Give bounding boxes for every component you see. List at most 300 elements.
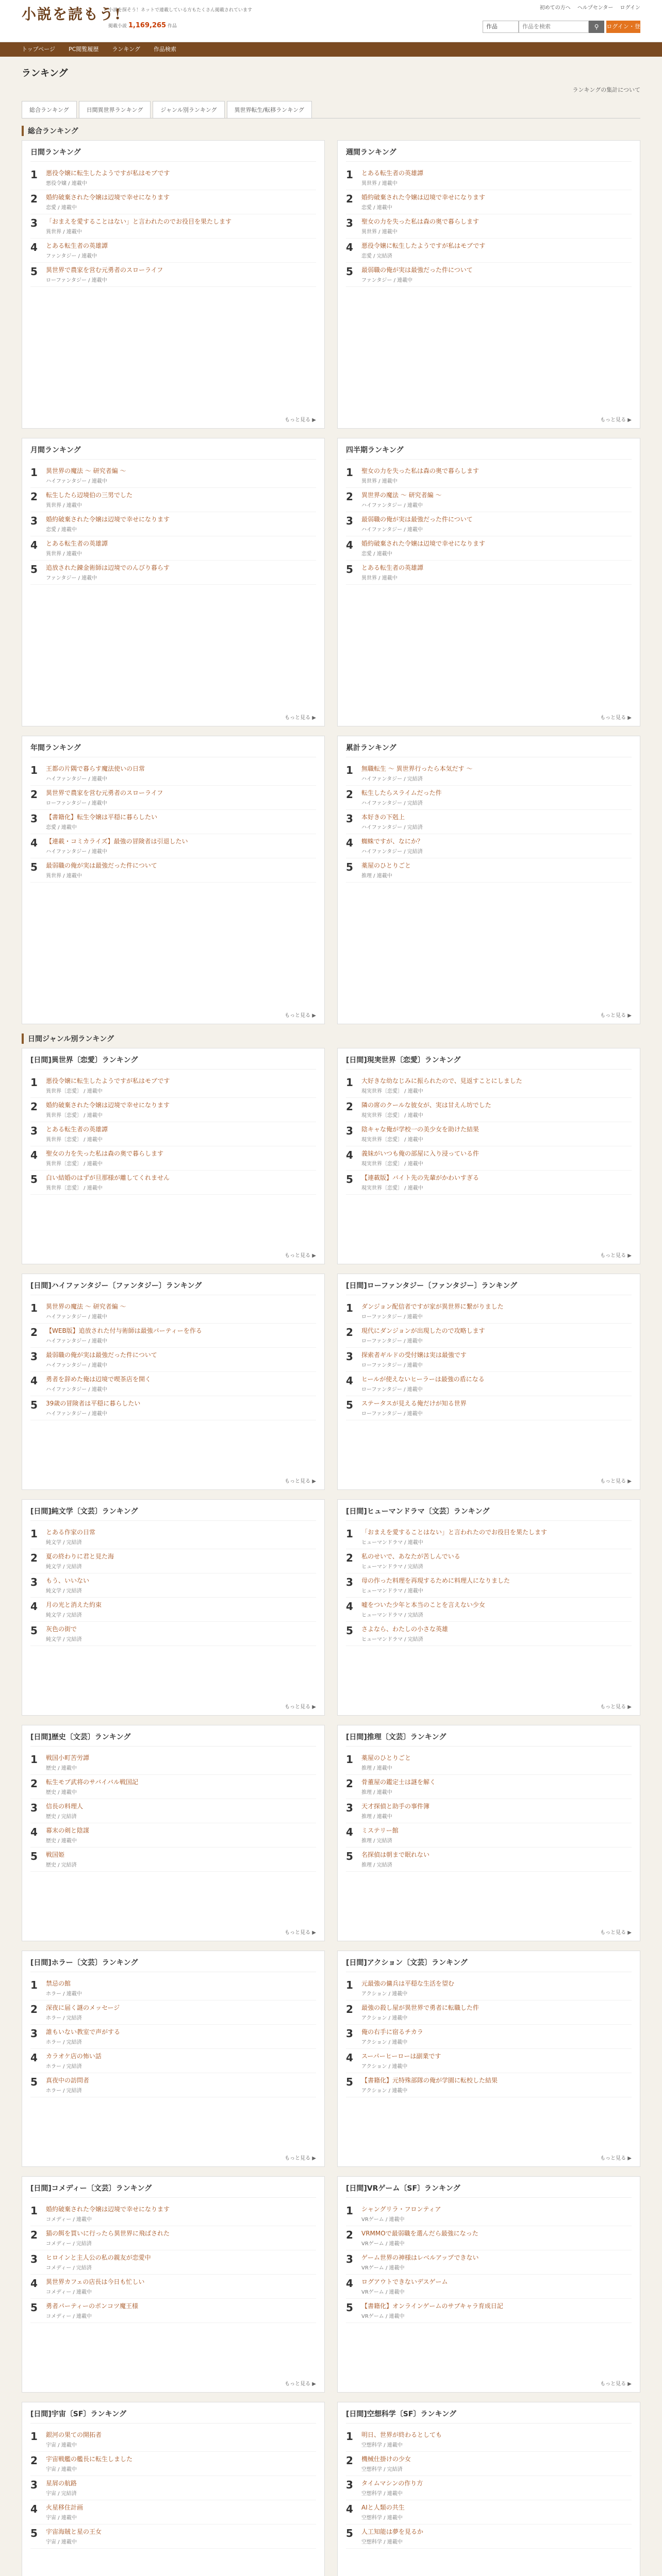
ranking-tab[interactable]: 日間異世界ランキング (79, 101, 151, 118)
novel-title[interactable]: 聖女の力を失った私は森の奥で暮らします (361, 218, 479, 225)
novel-title[interactable]: 信長の料理人 (46, 1803, 84, 1810)
novel-title[interactable]: 私のせいで、あなたが苦しんでいる (361, 1553, 460, 1560)
novel-title[interactable]: とある転生者の英雄譚 (361, 170, 424, 177)
novel-title[interactable]: ログアウトできないデスゲーム (361, 2278, 448, 2285)
rank-number: 2 (30, 1326, 38, 1338)
list-item[interactable] (346, 2250, 632, 2275)
item-body (46, 539, 316, 557)
rank-number: 1 (346, 1979, 353, 1991)
list-item[interactable] (30, 810, 316, 834)
novel-title[interactable]: 【WEB版】追放された付与術師は最強パーティーを作る (46, 1327, 202, 1334)
ranking-card (337, 1048, 640, 1264)
novel-meta: 現実世界〔恋愛〕 / 連載中 (361, 1185, 423, 1191)
rank-number: 3 (346, 2253, 353, 2265)
help-link[interactable]: ヘルプセンター (577, 5, 614, 11)
list-item[interactable] (30, 1976, 316, 2001)
novel-meta: ハイファンタジー / 連載中 (46, 1338, 107, 1344)
more-link[interactable]: もっと見る ▶ (285, 417, 316, 423)
rank-number: 2 (346, 1777, 353, 1790)
list-item[interactable] (30, 786, 316, 810)
novel-title[interactable]: 婚約破棄された令嬢は辺境で幸せになります (361, 194, 486, 201)
novel-meta: ハイファンタジー / 完結済 (361, 825, 423, 831)
list-item[interactable] (30, 561, 316, 585)
list-item[interactable] (346, 536, 632, 561)
list-item[interactable] (346, 1396, 632, 1420)
item-body (46, 1125, 316, 1143)
list-item[interactable] (30, 464, 316, 488)
more-link[interactable]: もっと見る ▶ (285, 1013, 316, 1019)
ranking-list (30, 464, 316, 710)
rank-number: 4 (30, 1149, 38, 1161)
list-item[interactable] (30, 1549, 316, 1573)
rank-number: 2 (346, 2454, 353, 2467)
novel-title[interactable]: 母の作った料理を再現するために料理人になりました (361, 1577, 510, 1584)
novel-title[interactable]: 現代にダンジョンが出現したので攻略します (361, 1327, 485, 1334)
novel-title[interactable]: 聖女の力を失った私は森の奥で暮らします (46, 1150, 164, 1157)
list-item[interactable] (346, 1074, 632, 1098)
list-item[interactable] (30, 1751, 316, 1775)
novel-title[interactable]: 【連載・コミカライズ】最強の冒険者は引退したい (46, 838, 188, 845)
list-item[interactable] (346, 1122, 632, 1146)
list-item[interactable] (30, 239, 316, 263)
novel-title[interactable]: とある転生者の英雄譚 (361, 564, 424, 571)
novel-title[interactable]: 戦国姫 (46, 1851, 65, 1858)
more-link[interactable]: もっと見る ▶ (600, 2156, 632, 2161)
search-type-select[interactable]: 作品 (483, 21, 519, 33)
novel-title[interactable]: 明日、世界が終わるとしても (361, 2431, 442, 2438)
item-body (361, 2253, 632, 2271)
list-item[interactable] (30, 1074, 316, 1098)
list-item[interactable] (30, 1348, 316, 1372)
novel-title[interactable]: 銀河の果ての開拓者 (46, 2431, 102, 2438)
novel-title[interactable]: 薬屋のひとりごと (361, 1754, 411, 1761)
novel-title[interactable]: 機械仕掛けの少女 (361, 2455, 411, 2463)
list-item[interactable] (30, 1299, 316, 1324)
novel-title[interactable]: とある転生者の英雄譚 (46, 540, 108, 547)
novel-title[interactable]: ゲーム世界の神様はレベルアップできない (361, 2254, 479, 2261)
rank-number: 2 (30, 1552, 38, 1564)
list-item[interactable] (346, 2049, 632, 2073)
more-link[interactable]: もっと見る ▶ (600, 2381, 632, 2387)
list-item[interactable] (346, 1525, 632, 1549)
novel-title[interactable]: 婚約破棄された令嬢は辺境で幸せになります (46, 194, 170, 201)
novel-title[interactable]: 【連載版】バイト先の先輩がかわいすぎる (361, 1174, 479, 1181)
more-link[interactable]: もっと見る ▶ (600, 1253, 632, 1259)
novel-title[interactable]: 「おまえを愛することはない」と言われたのでお役目を果たします (46, 218, 232, 225)
list-item[interactable] (346, 1549, 632, 1573)
list-item[interactable] (30, 1823, 316, 1848)
item-body (46, 1802, 316, 1820)
item-body (46, 2004, 316, 2021)
more-link[interactable]: もっと見る ▶ (600, 715, 632, 721)
ranking-card (337, 736, 640, 1024)
list-item[interactable] (30, 1598, 316, 1622)
list-item[interactable] (30, 1122, 316, 1146)
novel-title[interactable]: とある転生者の英雄譚 (46, 1126, 108, 1133)
ranking-card (337, 1274, 640, 1490)
list-item[interactable] (346, 1372, 632, 1396)
novel-title[interactable]: 最弱職の俺が実は最強だった件について (361, 516, 473, 523)
novel-title[interactable]: さよなら、わたしの小さな英雄 (361, 1625, 449, 1633)
novel-title[interactable]: 大好きな幼なじみに振られたので、見返すことにしました (361, 1077, 522, 1084)
novel-title[interactable]: タイムマシンの作り方 (361, 2480, 423, 2487)
nav-item[interactable]: トップページ (22, 46, 56, 53)
novel-title[interactable]: とある作家の日常 (46, 1529, 96, 1536)
novel-meta: コメディー / 連載中 (46, 2290, 92, 2295)
novel-title[interactable]: 最弱職の俺が実は最強だった件について (361, 266, 473, 274)
novel-title[interactable]: 誰もいない教室で声がする (46, 2028, 121, 2036)
novel-title[interactable]: ステータスが見える俺だけが知る世界 (361, 1400, 467, 1407)
novel-meta: 空想科学 / 連載中 (361, 2539, 403, 2545)
novel-title[interactable]: スーパーヒーローは副業です (361, 2053, 441, 2060)
ranking-about-link[interactable]: ランキングの集計について (572, 87, 640, 93)
more-link[interactable]: もっと見る ▶ (285, 1704, 316, 1710)
novel-title[interactable]: 異世界の魔法 ～ 研究者編 ～ (46, 1303, 126, 1310)
list-item[interactable] (30, 263, 316, 287)
novel-title[interactable]: ヒロインと主人公の私の親友が恋愛中 (46, 2254, 151, 2261)
novel-title[interactable]: 王都の片隅で暮らす魔法使いの日常 (46, 765, 145, 772)
novel-title[interactable]: 勇者パーティーのポンコツ魔王様 (46, 2302, 139, 2310)
ranking-card (22, 736, 325, 1024)
novel-title[interactable]: ミステリー館 (361, 1827, 399, 1834)
more-link[interactable]: もっと見る ▶ (285, 1930, 316, 1936)
list-item[interactable] (346, 214, 632, 239)
list-item[interactable] (30, 190, 316, 214)
rank-number: 3 (30, 2027, 38, 2040)
list-item[interactable] (346, 2275, 632, 2299)
list-item[interactable] (346, 1775, 632, 1799)
rank-number: 5 (346, 1399, 353, 1411)
list-item[interactable] (30, 2500, 316, 2524)
ranking-list (346, 1751, 632, 1925)
list-item[interactable] (30, 1775, 316, 1799)
list-item[interactable] (346, 464, 632, 488)
novel-meta: ヒューマンドラマ / 完結済 (361, 1564, 423, 1570)
novel-title[interactable]: 名探偵は朝まで眠れない (361, 1851, 430, 1858)
site-logo[interactable]: 小説を読もう! (22, 6, 122, 23)
list-item[interactable] (346, 2299, 632, 2323)
rank-number: 5 (30, 265, 38, 278)
novel-title[interactable]: 婚約破棄された令嬢は辺境で幸せになります (46, 516, 170, 523)
list-item[interactable] (30, 2275, 316, 2299)
novel-title[interactable]: 異世界の魔法 ～ 研究者編 ～ (46, 467, 126, 474)
nav-item[interactable]: 作品検索 (154, 46, 177, 53)
ranking-tab[interactable]: 総合ランキング (22, 101, 77, 118)
novel-title[interactable]: 戦国小町苦労譚 (46, 1754, 90, 1761)
item-body (361, 2503, 632, 2521)
list-item[interactable] (346, 1324, 632, 1348)
rank-number: 1 (30, 1302, 38, 1314)
novel-title[interactable]: 嘘をついた少年と本当のことを言えない少女 (361, 1601, 486, 1608)
novel-meta: ハイファンタジー / 連載中 (46, 1314, 107, 1320)
novel-title[interactable]: 星屑の航路 (46, 2480, 77, 2487)
novel-title[interactable]: 隣の席のクールな彼女が、実は甘えん坊でした (361, 1101, 491, 1109)
novel-title[interactable]: 「おまえを愛することはない」と言われたのでお役目を果たします (361, 1529, 548, 1536)
more-link[interactable]: もっと見る ▶ (285, 1253, 316, 1259)
novel-title[interactable]: 薬屋のひとりごと (361, 862, 411, 869)
list-item[interactable] (346, 1799, 632, 1823)
list-item[interactable] (346, 2226, 632, 2250)
novel-title[interactable]: 真夜中の訪問者 (46, 2077, 90, 2084)
novel-title[interactable]: 白い結婚のはずが旦那様が離してくれません (46, 1174, 170, 1181)
list-item[interactable] (30, 2025, 316, 2049)
novel-title[interactable]: 婚約破棄された令嬢は辺境で幸せになります (46, 2206, 170, 2213)
list-item[interactable] (346, 858, 632, 883)
list-item[interactable] (346, 1848, 632, 1872)
list-item[interactable] (346, 761, 632, 786)
novel-title[interactable]: 猫の餌を買いに行ったら異世界に飛ばされた (46, 2230, 170, 2237)
novel-meta: ヒューマンドラマ / 完結済 (361, 1613, 423, 1618)
beginner-link[interactable]: 初めての方へ (539, 5, 571, 11)
list-item[interactable] (346, 2452, 632, 2476)
novel-title[interactable]: 39歳の冒険者は平穏に暮らしたい (46, 1400, 141, 1407)
novel-title[interactable]: 禁忌の館 (46, 1980, 71, 1987)
list-item[interactable] (30, 1324, 316, 1348)
list-item[interactable] (30, 2226, 316, 2250)
list-item[interactable] (346, 512, 632, 536)
novel-title[interactable]: 追放された錬金術師は辺境でのんびり暮らす (46, 564, 170, 571)
novel-title[interactable]: ヒールが使えないヒーラーは最強の盾になる (361, 1376, 485, 1383)
list-item[interactable] (346, 2025, 632, 2049)
list-item[interactable] (30, 858, 316, 883)
novel-title[interactable]: 異世界で農家を営む元勇者のスローライフ (46, 266, 163, 274)
more-link[interactable]: もっと見る ▶ (285, 2156, 316, 2161)
item-body (361, 1802, 632, 1820)
list-item[interactable] (30, 536, 316, 561)
ranking-card-title: [日間]ハイファンタジー〔ファンタジー〕ランキング (30, 1280, 316, 1295)
rank-number: 4 (30, 837, 38, 849)
item-body (361, 1826, 632, 1844)
novel-title[interactable]: 悪役令嬢に転生したようですが私はモブです (361, 242, 486, 249)
list-item[interactable] (346, 2476, 632, 2500)
list-item[interactable] (30, 1573, 316, 1598)
novel-meta: 宇宙 / 連載中 (46, 2443, 77, 2448)
list-item[interactable] (30, 2428, 316, 2452)
novel-title[interactable]: 転生モブ武将のサバイバル戦国記 (46, 1778, 139, 1786)
list-item[interactable] (346, 1751, 632, 1775)
novel-title[interactable]: 骨董屋の鑑定士は謎を解く (361, 1778, 436, 1786)
search-icon[interactable]: ⚲ (589, 21, 604, 33)
novel-title[interactable]: もう、いいない (46, 1577, 90, 1584)
list-item[interactable] (346, 810, 632, 834)
ranking-tab[interactable]: ジャンル別ランキング (153, 101, 224, 118)
list-item[interactable] (346, 2524, 632, 2549)
list-item[interactable] (346, 166, 632, 190)
list-item[interactable] (346, 2073, 632, 2097)
item-body (361, 765, 632, 782)
novel-meta: 純文学 / 完結済 (46, 1540, 82, 1546)
item-body (361, 242, 632, 259)
list-item[interactable] (30, 1171, 316, 1195)
novel-title[interactable]: 最弱職の俺が実は最強だった件について (46, 862, 157, 869)
novel-title[interactable]: 【書籍化】元特殊部隊の俺が学園に転校した結果 (361, 2077, 498, 2084)
novel-title[interactable]: 転生したら辺境伯の三男でした (46, 492, 133, 499)
list-item[interactable] (30, 2001, 316, 2025)
novel-title[interactable]: 転生したらスライムだった件 (361, 789, 442, 796)
novel-meta: ハイファンタジー / 完結済 (361, 849, 423, 855)
novel-title[interactable]: 異世界カフェの店長は今日も忙しい (46, 2278, 145, 2285)
novel-title[interactable]: 天才探偵と助手の事件簿 (361, 1803, 430, 1810)
list-item[interactable] (346, 1976, 632, 2001)
list-item[interactable] (30, 1622, 316, 1646)
novel-meta: ローファンタジー / 連載中 (46, 801, 107, 806)
novel-title[interactable]: 俺の右手に宿るチカラ (361, 2028, 423, 2036)
novel-title[interactable]: 悪役令嬢に転生したようですが私はモブです (46, 1077, 170, 1084)
list-item[interactable] (30, 834, 316, 858)
ranking-card (22, 1048, 325, 1264)
novel-title[interactable]: 異世界の魔法 ～ 研究者編 ～ (361, 492, 442, 499)
nav-item[interactable]: ランキング (112, 46, 141, 53)
list-item[interactable] (346, 1171, 632, 1195)
list-item[interactable] (346, 2001, 632, 2025)
ranking-card-title: [日間]空想科学〔SF〕ランキング (346, 2409, 632, 2424)
list-item[interactable] (346, 263, 632, 287)
list-item[interactable] (30, 2202, 316, 2226)
list-item[interactable] (30, 2524, 316, 2549)
novel-title[interactable]: 聖女の力を失った私は森の奥で暮らします (361, 467, 479, 474)
list-item[interactable] (30, 2476, 316, 2500)
novel-title[interactable]: 異世界で農家を営む元勇者のスローライフ (46, 789, 163, 796)
more-link[interactable]: もっと見る ▶ (600, 1930, 632, 1936)
list-item[interactable] (346, 834, 632, 858)
list-item[interactable] (346, 2428, 632, 2452)
list-item[interactable] (346, 561, 632, 585)
ranking-card (22, 2402, 325, 2576)
novel-title[interactable]: VRMMOで最弱職を選んだら最強になった (361, 2230, 478, 2237)
novel-title[interactable]: カラオケ店の怖い話 (46, 2053, 102, 2060)
ranking-tabs (22, 101, 640, 118)
novel-meta: ハイファンタジー / 連載中 (46, 776, 107, 782)
list-item[interactable] (346, 1146, 632, 1171)
list-item[interactable] (346, 1823, 632, 1848)
novel-title[interactable]: 元最強の傭兵は平穏な生活を望む (361, 1980, 455, 1987)
list-item[interactable] (346, 488, 632, 512)
login-button[interactable]: ログイン・登録 (606, 21, 640, 33)
ranking-tab[interactable]: 異世界転生/転移ランキング (227, 101, 312, 118)
list-item[interactable] (30, 166, 316, 190)
novel-title[interactable]: 陰キャな俺が学校一の美少女を助けた結果 (361, 1126, 479, 1133)
ranking-list (30, 1299, 316, 1473)
more-link[interactable]: もっと見る ▶ (600, 1704, 632, 1710)
list-item[interactable] (30, 2299, 316, 2323)
list-item[interactable] (30, 1848, 316, 1872)
list-item[interactable] (30, 2073, 316, 2097)
novel-title[interactable]: 婚約破棄された令嬢は辺境で幸せになります (361, 540, 486, 547)
novel-title[interactable]: 【書籍化】転生令嬢は平穏に暮らしたい (46, 814, 158, 821)
login-link[interactable]: ログイン (620, 5, 640, 11)
list-item[interactable] (30, 1525, 316, 1549)
novel-meta: 推理 / 連載中 (361, 1814, 392, 1820)
novel-title[interactable]: 人工知能は夢を見るか (361, 2528, 424, 2535)
novel-title[interactable]: 蜘蛛ですが、なにか？ (361, 838, 424, 845)
novel-title[interactable]: 【書籍化】オンラインゲームのサブキャラ育成日記 (361, 2302, 503, 2310)
rank-number: 3 (346, 1125, 353, 1137)
more-link[interactable]: もっと見る ▶ (285, 1479, 316, 1484)
list-item[interactable] (346, 2202, 632, 2226)
list-item[interactable] (346, 786, 632, 810)
search-input[interactable] (519, 21, 589, 33)
ranking-list (346, 1299, 632, 1473)
novel-meta: ハイファンタジー / 連載中 (46, 849, 107, 855)
more-link[interactable]: もっと見る ▶ (600, 1479, 632, 1484)
novel-title[interactable]: 本好きの下剋上 (361, 814, 405, 821)
novel-title[interactable]: 深夜に届く謎のメッセージ (46, 2004, 120, 2011)
novel-title[interactable]: 夏の終わりに君と見た海 (46, 1553, 114, 1560)
novel-title[interactable]: 義妹がいつも俺の部屋に入り浸っている件 (361, 1150, 479, 1157)
rank-number: 3 (346, 2479, 353, 2491)
list-item[interactable] (30, 2049, 316, 2073)
novel-title[interactable]: 月の光と消えた約束 (46, 1601, 102, 1608)
rank-number: 4 (30, 1375, 38, 1387)
more-link[interactable]: もっと見る ▶ (600, 1013, 632, 1019)
novel-title[interactable]: 最弱職の俺が実は最強だった件について (46, 1351, 157, 1359)
list-item[interactable] (30, 761, 316, 786)
novel-title[interactable]: 宇宙戦艦の艦長に転生しました (46, 2455, 133, 2463)
rank-number: 5 (346, 2076, 353, 2088)
list-item[interactable] (346, 1573, 632, 1598)
list-item[interactable] (346, 239, 632, 263)
novel-title[interactable]: 灰色の街で (46, 1625, 77, 1633)
site-header (0, 0, 662, 42)
rank-number: 3 (30, 217, 38, 229)
list-item[interactable] (346, 1622, 632, 1646)
rank-number: 5 (30, 2301, 38, 2314)
list-item[interactable] (30, 1799, 316, 1823)
list-item[interactable] (30, 2250, 316, 2275)
item-body (46, 2503, 316, 2521)
more-link[interactable]: もっと見る ▶ (285, 2381, 316, 2387)
novel-title[interactable]: シャングリラ・フロンティア (361, 2206, 441, 2213)
list-item[interactable] (346, 2500, 632, 2524)
list-item[interactable] (30, 2452, 316, 2476)
novel-meta: VRゲーム / 連載中 (361, 2265, 405, 2271)
novel-title[interactable]: 悪役令嬢に転生したようですが私はモブです (46, 170, 170, 177)
list-item[interactable] (30, 488, 316, 512)
more-link[interactable]: もっと見る ▶ (600, 417, 632, 423)
list-item[interactable] (346, 1348, 632, 1372)
list-item[interactable] (346, 1098, 632, 1122)
novel-meta: 純文学 / 完結済 (46, 1588, 82, 1594)
novel-title[interactable]: 幕末の剣と陰謀 (46, 1827, 90, 1834)
novel-title[interactable]: とある転生者の英雄譚 (46, 242, 108, 249)
item-body (361, 515, 632, 533)
list-item[interactable] (346, 1299, 632, 1324)
novel-title[interactable]: 婚約破棄された令嬢は辺境で幸せになります (46, 1101, 170, 1109)
list-item[interactable] (30, 214, 316, 239)
list-item[interactable] (30, 1372, 316, 1396)
list-item[interactable] (30, 1396, 316, 1420)
novel-title[interactable]: 無職転生 ～ 異世界行ったら本気だす ～ (361, 765, 473, 772)
list-item[interactable] (346, 1598, 632, 1622)
more-link[interactable]: もっと見る ▶ (285, 715, 316, 721)
list-item[interactable] (30, 512, 316, 536)
novel-title[interactable]: ダンジョン配信者ですが家が異世界に繋がりました (361, 1303, 504, 1310)
nav-item[interactable]: PC閲覧履歴 (69, 46, 99, 53)
item-body (361, 2052, 632, 2070)
novel-title[interactable]: 最強の殺し屋が異世界で勇者に転職した件 (361, 2004, 479, 2011)
novel-title[interactable]: AIと人類の共生 (361, 2504, 405, 2511)
ranking-card-title: 週間ランキング (346, 147, 632, 162)
list-item[interactable] (346, 190, 632, 214)
novel-title[interactable]: 宇宙海賊と星の王女 (46, 2528, 102, 2535)
novel-title[interactable]: 探索者ギルドの受付嬢は実は最強です (361, 1351, 467, 1359)
list-item[interactable] (30, 1146, 316, 1171)
list-item[interactable] (30, 1098, 316, 1122)
rank-number: 5 (30, 1850, 38, 1862)
novel-title[interactable]: 火星移住計画 (46, 2504, 84, 2511)
novel-title[interactable]: 勇者を辞めた俺は辺境で喫茶店を開く (46, 1376, 152, 1383)
item-body (46, 1528, 316, 1546)
